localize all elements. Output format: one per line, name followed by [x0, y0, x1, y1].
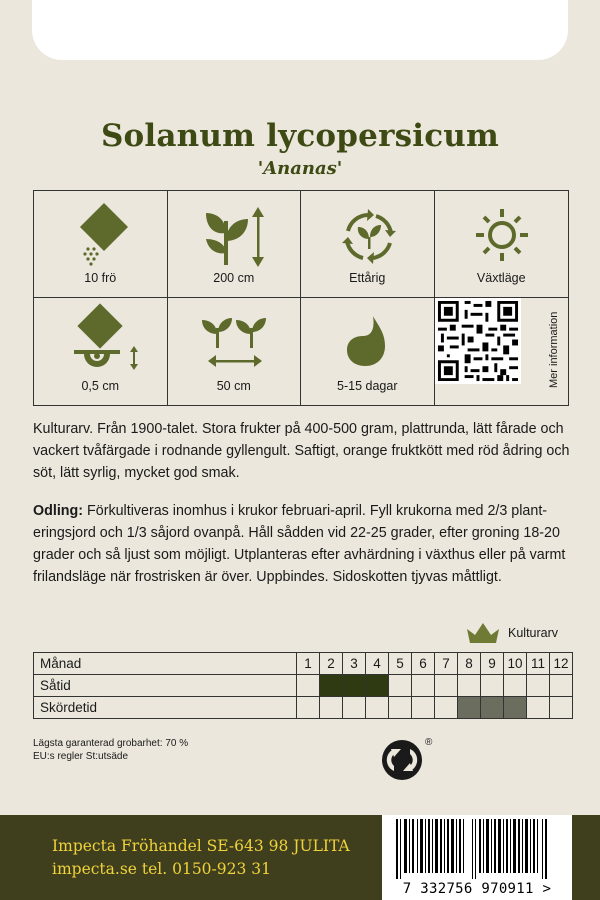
sowing-month-8 — [458, 675, 481, 697]
barcode-number: 7 332756 970911 > — [402, 881, 552, 897]
month-header: 10 — [504, 653, 527, 675]
sowing-calendar — [33, 652, 573, 719]
sowing-depth-label: 0,5 cm — [81, 379, 119, 393]
plant-spacing-label: 50 cm — [216, 379, 251, 393]
sowing-row — [34, 675, 573, 697]
recycle-green-dot-icon — [381, 735, 431, 781]
sowing-month-5 — [389, 675, 412, 697]
barcode-bars-icon — [382, 815, 572, 879]
calendar-month-header: Månad — [34, 653, 297, 675]
info-grid — [33, 190, 569, 406]
plant-spacing-cell — [168, 298, 302, 405]
month-header: 2 — [320, 653, 343, 675]
harvest-month-9 — [481, 697, 504, 719]
month-header: 12 — [550, 653, 573, 675]
species-title: Solanum lycopersicum — [100, 118, 500, 154]
cultivation-text — [33, 500, 573, 588]
seed-count-label: 10 frö — [84, 271, 117, 285]
seed-count-cell — [34, 191, 168, 298]
footer-bar — [0, 815, 600, 900]
cultivation-body: Förkultiveras inomhus i krukor februari-april. Fyll krukorna med 2/3 plant-eringsjord och 1/3 såjord ovanpå. Håll sådden vid 22-25 grader, efter groning 18-20 grader och så ljust som möjligt. Utplanteras efter avhärdning i växthus eller på varmt frilandsläge när frostrisken är över. Uppbindes. Sidoskotten tjyvas måttligt. — [33, 503, 566, 585]
eu-note: EU:s regler St:utsäde — [33, 751, 129, 762]
sowing-month-7 — [435, 675, 458, 697]
harvest-month-1 — [297, 697, 320, 719]
hanger-cutout — [32, 0, 568, 60]
harvest-row-label: Skördetid — [34, 697, 297, 719]
fine-print — [33, 737, 188, 763]
sowing-depth-cell — [34, 298, 168, 405]
harvest-month-3 — [343, 697, 366, 719]
variety-subtitle: 'Ananas' — [257, 158, 343, 179]
barcode — [382, 815, 572, 900]
germination-cell — [301, 298, 435, 405]
annual-label: Ettårig — [349, 271, 386, 285]
month-header: 1 — [297, 653, 320, 675]
sowing-month-10 — [504, 675, 527, 697]
sun-label: Växtläge — [476, 271, 526, 285]
month-header: 9 — [481, 653, 504, 675]
sowing-month-11 — [527, 675, 550, 697]
month-header: 4 — [366, 653, 389, 675]
sowing-month-6 — [412, 675, 435, 697]
month-header: 3 — [343, 653, 366, 675]
germination-note: Lägsta garanterad grobarhet: 70 % — [33, 738, 189, 749]
month-header: 11 — [527, 653, 550, 675]
sowing-month-12 — [550, 675, 573, 697]
heritage-label: Kulturarv — [508, 626, 559, 640]
sowing-month-2 — [320, 675, 343, 697]
sowing-month-1 — [297, 675, 320, 697]
harvest-month-11 — [527, 697, 550, 719]
more-info-label[interactable]: Mer information — [548, 311, 560, 389]
harvest-row — [34, 697, 573, 719]
sowing-month-4 — [366, 675, 389, 697]
sun-cell — [435, 191, 569, 298]
company-address: Impecta Fröhandel SE-643 98 JULITA — [52, 837, 350, 855]
sowing-row-label: Såtid — [34, 675, 297, 697]
harvest-month-6 — [412, 697, 435, 719]
registered-mark: ® — [425, 737, 433, 748]
harvest-month-7 — [435, 697, 458, 719]
qr-code-icon[interactable] — [435, 298, 521, 384]
harvest-month-2 — [320, 697, 343, 719]
harvest-month-5 — [389, 697, 412, 719]
crown-icon — [466, 621, 500, 645]
month-header: 5 — [389, 653, 412, 675]
month-header: 8 — [458, 653, 481, 675]
more-info-cell[interactable] — [435, 298, 569, 405]
company-contact: impecta.se tel. 0150-923 31 — [52, 860, 272, 878]
plant-height-label: 200 cm — [213, 271, 255, 285]
month-header: 6 — [412, 653, 435, 675]
sowing-month-3 — [343, 675, 366, 697]
germination-label: 5-15 dagar — [337, 379, 398, 393]
cultivation-label: Odling: — [33, 503, 84, 519]
sowing-month-9 — [481, 675, 504, 697]
harvest-month-12 — [550, 697, 573, 719]
harvest-month-4 — [366, 697, 389, 719]
harvest-month-8 — [458, 697, 481, 719]
calendar-header-row — [34, 653, 573, 675]
heritage-badge — [466, 620, 558, 646]
annual-cell — [301, 191, 435, 298]
plant-height-cell — [168, 191, 302, 298]
month-header: 7 — [435, 653, 458, 675]
harvest-month-10 — [504, 697, 527, 719]
description-text: Kulturarv. Från 1900-talet. Stora frukter på 400-500 gram, plattrunda, lätt fårade och vackert tvåfärgade i rodnande gyllengult. Saftigt, orange fruktkött med röd ådring och söt, lätt syrlig, mycket god smak. — [33, 421, 570, 481]
